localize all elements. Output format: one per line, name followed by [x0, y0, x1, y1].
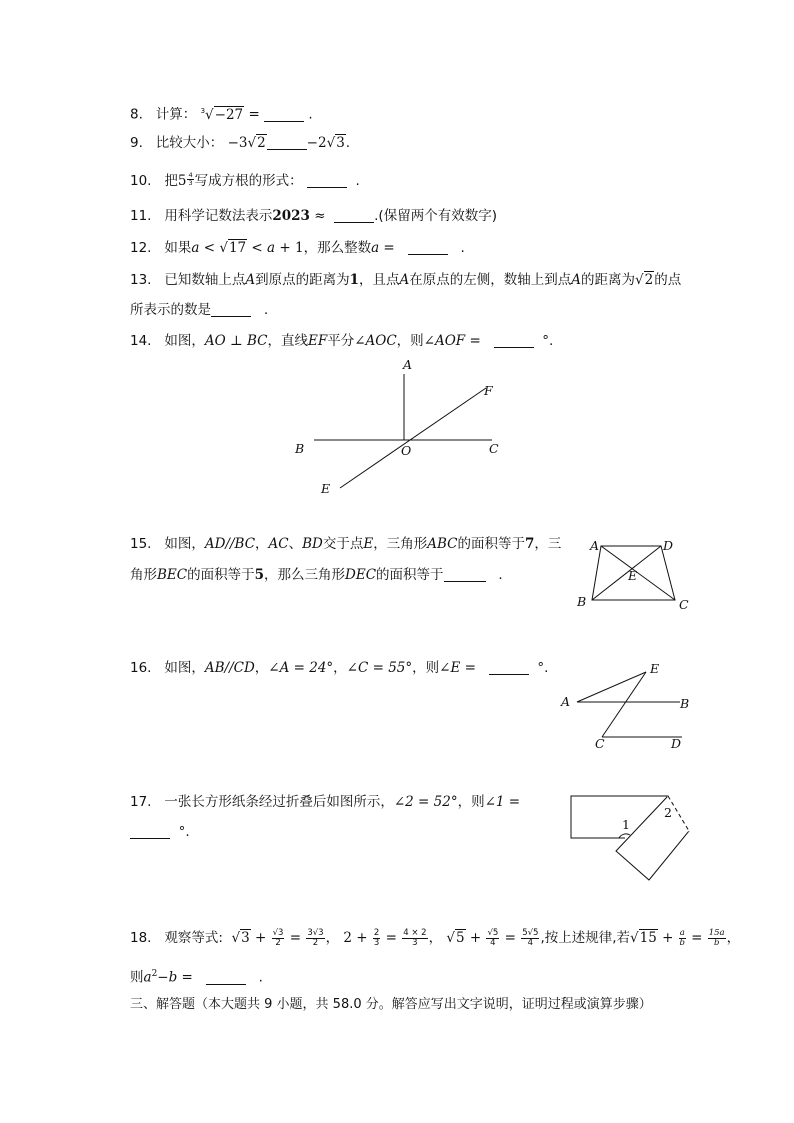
radicand: 2 — [257, 135, 266, 151]
question-13 — [130, 270, 681, 290]
radicand: 15 — [639, 930, 657, 946]
degree-period: °. — [537, 660, 549, 676]
radicand: 5 — [455, 930, 465, 946]
question-text: 计算： — [155, 106, 197, 123]
radicand: −27 — [214, 106, 244, 123]
question-17-line2 — [130, 822, 190, 842]
question-text: 比较大小： — [155, 135, 224, 151]
answer-blank[interactable] — [334, 208, 374, 223]
label-d: D — [663, 538, 674, 553]
label-c: C — [489, 441, 499, 456]
answer-blank[interactable] — [206, 970, 246, 985]
section-title: 三、解答题 — [130, 997, 196, 1012]
sqrt-b: √3 — [326, 135, 345, 151]
math-expr: ∠2 = 52° — [393, 794, 458, 810]
question-text: 到原点的距离为 — [255, 272, 350, 288]
question-text: ，且点 — [359, 272, 400, 288]
question-number: 10. — [130, 173, 152, 189]
question-note: .(保留两个有效数字) — [374, 208, 497, 224]
exponent: 2 — [151, 969, 158, 979]
numerator: √3 — [272, 927, 284, 938]
question-text: 所表示的数是 — [130, 302, 211, 318]
label-o: O — [401, 443, 412, 458]
math-expr: −b — [157, 969, 178, 986]
answer-blank[interactable] — [489, 660, 529, 675]
question-text: 交于点 — [322, 536, 364, 552]
sqrt-a: √2 — [247, 135, 266, 151]
sqrt-17: √17 — [219, 240, 247, 256]
plus-one: + 1 — [275, 240, 304, 256]
label-e: E — [321, 481, 331, 496]
math-expr: ∠AOF — [423, 333, 466, 349]
question-number: 14. — [130, 333, 152, 349]
number-value: 5 — [254, 567, 265, 583]
fraction — [708, 929, 726, 948]
sqrt-15: √15 — [630, 930, 657, 946]
question-text: 写成方根的形式： — [194, 173, 303, 189]
period: . — [498, 567, 503, 583]
power-base: 5 — [177, 173, 187, 189]
question-text: 的面积等于 — [187, 567, 255, 583]
question-text: ，则 — [457, 794, 485, 810]
label-b: B — [680, 696, 690, 711]
question-text: ，那么整数 — [303, 240, 372, 256]
angle-1-label: 1 — [622, 817, 630, 832]
question-number: 18. — [130, 930, 152, 946]
equals-sign: = — [379, 240, 400, 256]
label-a: A — [561, 694, 571, 709]
question-number: 11. — [130, 208, 152, 224]
question-text: 在原点的左侧，数轴上到点 — [409, 272, 572, 288]
fraction — [486, 929, 499, 948]
math-expr: AD//BC — [204, 536, 256, 552]
less-than: < — [247, 240, 268, 256]
var-a: a — [143, 969, 152, 986]
coef-b: −2 — [306, 135, 327, 151]
question-text: 的面积等于 — [376, 567, 444, 583]
coef-a: −3 — [227, 135, 248, 151]
degree-period: °. — [178, 824, 190, 840]
math-expr: ∠C = 55° — [346, 660, 413, 676]
math-expr: AO ⊥ BC — [204, 333, 268, 349]
denominator: 4 — [490, 937, 496, 948]
question-text: 一张长方形纸条经过折叠后如图所示， — [164, 794, 394, 810]
question-text: 如图， — [164, 536, 205, 552]
period: . — [308, 106, 313, 123]
question-text: 已知数轴上点 — [164, 272, 246, 288]
question-text: 用科学记数法表示 — [164, 208, 273, 224]
label-a: A — [403, 357, 413, 372]
math-expr: ∠AOC — [354, 333, 397, 349]
question-text: 如图， — [164, 333, 205, 349]
number-value: 2023 — [272, 208, 310, 224]
question-number: 16. — [130, 660, 152, 676]
question-text: 、 — [288, 536, 303, 552]
sqrt-2: √2 — [635, 272, 654, 288]
point-a: A — [571, 272, 582, 288]
degree-period: °. — [542, 333, 554, 349]
math-expr: ∠A = 24° — [268, 660, 334, 676]
question-text: ， — [333, 660, 347, 676]
question-text: 观察等式: — [164, 930, 223, 946]
question-text: 的点 — [654, 272, 682, 288]
denominator: 2 — [312, 937, 319, 948]
math-expr: EF — [307, 333, 328, 349]
denominator: 3 — [412, 937, 418, 948]
denominator: 2 — [275, 937, 281, 948]
var-a: a — [191, 240, 200, 256]
point-a: A — [245, 272, 256, 288]
less-than: < — [199, 240, 220, 256]
answer-blank[interactable] — [130, 824, 170, 839]
approx-sign: ≈ — [314, 208, 326, 224]
numerator: √5 — [487, 927, 499, 938]
math-expr: E — [363, 536, 374, 552]
math-expr: AC — [268, 536, 289, 552]
numerator: 5√5 — [522, 927, 539, 938]
period: . — [345, 135, 351, 151]
answer-blank[interactable] — [494, 333, 534, 348]
question-number: 8. — [130, 106, 143, 123]
question-16 — [130, 658, 548, 678]
question-18: 18. 观察等式: √3 + $\frac{√3}{2}$ = $\frac{3√3}{2}$ ， 2 + $\frac{2}{3}$ = $\frac{4 \times 2}{3}$ ， √5 + $\frac{√5}{4}$ = $\frac{5√5}{4}$ ,按上述规律,若√15 + $\frac{a}{b}$ = $\frac{15a}{b}$ ， — [130, 927, 741, 948]
numerator: 4 × 2 — [403, 927, 427, 938]
radicand: 3 — [241, 930, 250, 946]
fraction — [306, 929, 324, 948]
exponent-numerator: 4 — [188, 171, 193, 179]
question-text: ，则 — [412, 660, 440, 676]
question-number: 17. — [130, 794, 152, 810]
question-14 — [130, 331, 553, 351]
label-a: A — [590, 538, 600, 553]
answer-blank[interactable] — [444, 567, 486, 582]
label-d: D — [671, 736, 682, 751]
question-15-line2 — [130, 565, 503, 585]
answer-blank[interactable] — [408, 240, 448, 255]
question-17 — [130, 792, 520, 812]
math-expr: DEC — [345, 567, 377, 583]
fraction — [272, 929, 285, 948]
radicand: 2 — [644, 272, 654, 288]
math-expr: BEC — [157, 567, 188, 583]
denominator: b — [713, 937, 720, 948]
question-text: 如果 — [164, 240, 192, 256]
question-text: ， — [254, 660, 269, 676]
math-expr: ∠1 = — [484, 794, 521, 810]
question-text: 如图， — [164, 660, 205, 676]
number-value: 2 — [343, 930, 352, 946]
root-index: 3 — [200, 107, 206, 115]
period: . — [355, 173, 360, 189]
label-b: B — [577, 594, 587, 609]
numerator: 15a — [708, 927, 725, 938]
equals-sign: = — [177, 969, 198, 986]
fraction — [373, 929, 380, 948]
answer-blank[interactable] — [264, 107, 304, 122]
numerator: 3√3 — [307, 927, 324, 938]
question-text: 角形 — [130, 567, 157, 583]
period: . — [258, 969, 263, 986]
label-c: C — [679, 597, 689, 612]
section-note: （本大题共 9 小题，共 58.0 分。解答应写出文字说明，证明过程或演算步骤） — [195, 997, 652, 1012]
question-8 — [130, 101, 313, 125]
fraction — [402, 929, 427, 948]
answer-blank[interactable] — [307, 173, 347, 188]
question-text: 的距离为 — [581, 272, 636, 288]
math-expr: AB//CD — [204, 660, 255, 676]
sqrt-3: √3 — [231, 930, 250, 946]
question-11 — [130, 206, 497, 226]
equals-sign: = — [465, 333, 486, 349]
label-f: F — [484, 383, 493, 398]
question-number: 15. — [130, 536, 152, 552]
radicand: 17 — [228, 240, 247, 256]
numerator: a — [679, 927, 685, 938]
question-text: ，三角形 — [373, 536, 428, 552]
question-15 — [130, 534, 561, 554]
exponent-denominator: 3 — [188, 179, 193, 187]
question-number: 13. — [130, 272, 152, 288]
period: . — [460, 240, 465, 256]
number-value: 7 — [524, 536, 535, 552]
equals-sign: = — [460, 660, 481, 676]
denominator: 3 — [373, 937, 380, 948]
math-expr: ∠E — [439, 660, 461, 676]
answer-blank[interactable] — [267, 135, 307, 150]
denominator: 4 — [527, 937, 534, 948]
sqrt-5: √5 — [446, 930, 465, 946]
question-number: 12. — [130, 240, 152, 256]
denominator: b — [679, 937, 685, 948]
question-13-line2 — [130, 300, 268, 320]
point-a: A — [399, 272, 410, 288]
question-12 — [130, 238, 465, 258]
question-text: ，直线 — [267, 333, 308, 349]
equals-sign: = — [248, 106, 260, 123]
question-text: ， — [255, 536, 269, 552]
question-9 — [130, 133, 350, 153]
label-c: C — [595, 736, 605, 751]
label-b: B — [295, 441, 305, 456]
label-e: E — [650, 661, 660, 676]
answer-blank[interactable] — [211, 302, 251, 317]
question-text: ，那么三角形 — [264, 567, 346, 583]
question-text: 则 — [130, 969, 144, 986]
number-value: 1 — [349, 272, 360, 288]
label-e: E — [628, 568, 638, 583]
figure-17 — [565, 790, 700, 885]
numerator: 2 — [373, 927, 380, 938]
fraction — [521, 929, 539, 948]
figure-14 — [290, 357, 510, 500]
question-text: ,按上述规律,若 — [540, 930, 631, 946]
question-text: 把 — [164, 173, 178, 189]
cube-root: √−27 — [205, 106, 244, 123]
question-text: ，三 — [534, 536, 562, 552]
question-text: ，则 — [396, 333, 424, 349]
var-a: a — [267, 240, 276, 256]
period: . — [263, 302, 269, 318]
radicand: 3 — [336, 135, 345, 151]
var-a: a — [371, 240, 380, 256]
fractional-exponent — [187, 172, 193, 187]
math-expr: BD — [302, 536, 323, 552]
question-text: 平分 — [327, 333, 355, 349]
question-number: 9. — [130, 135, 143, 151]
question-text: 的面积等于 — [457, 536, 525, 552]
math-expr: ABC — [427, 536, 458, 552]
section-header — [130, 995, 652, 1015]
question-18-line2 — [130, 964, 263, 988]
question-10 — [130, 171, 360, 191]
angle-2-label: 2 — [664, 805, 672, 820]
fraction — [679, 929, 686, 948]
